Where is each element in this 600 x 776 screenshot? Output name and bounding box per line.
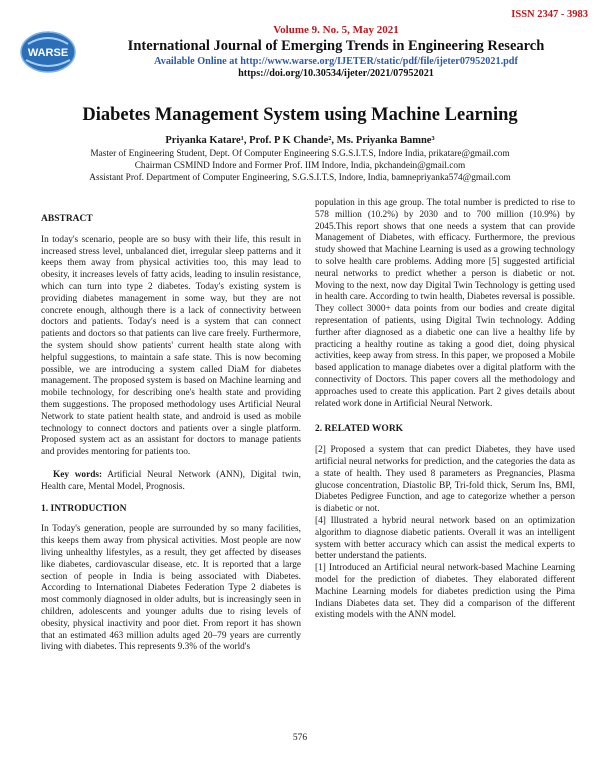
intro-continued: population in this age group. The total number is predicted to rise to 578 million (10.2%) by 2030 and to 700 million (10.9%) by 2045.This report shows that one needs a system that can provide Management of Diabetes, with efficacy. Furthermore, the previous study showed that Machine Learning is used as a growing technology to solve health care problems. Adding more [5] suggested artificial neural networks to predict whether a person is diabetic or not. Moving to the next, now day Digital Twin Technology is getting used in health care. According to twin health, Diabetes reversal is possible. They collect 3000+ data points from our bodies and create digital representation of patients, using Digital Twin technology. Adding further after diagnosed as a diabetic one can live a healthy life by practicing a healthy routine as taking a good diet, doing physical activities, keep away from stress. In this paper, we proposed a Mobile based application to manage diabetes over a digital platform with the connectivity of Doctors. This paper covers all the methodology and approaches used to create this application. Part 2 gives details about related work done in Artificial Neural Network. [315,198,575,409]
abstract-text: In today's scenario, people are so busy with their life, this result in increased stress level, unbalanced diet, irregular sleep patterns and it keeps them away from physical activities too, this may lead to obesity, it increases levels of fatty acids, leading to insulin resistance, which can turn into type 2 diabetes. Today's existing system is providing diabetes management in some way, but they are not concrete enough, although there is a lack of connectivity between doctors and patients. Today's need is a system that can connect patients and doctors so that patients can live care freely. Furthermore, the system should show patients' current health state along with helpful suggestions, to maintain a safe state. This is now becoming possible, we are introducing a system called DiaM for diabetes management. The proposed system is based on Machine learning and mobile technology, for describing one's health state and providing them suggestions. The proposed methodology uses Artificial Neural Network to state patient health state, and android is used as mobile technology to connect doctors and patients over a single platform. Proposed system act as an assistant for doctors to manage patients and provides mentoring for patients too. [41,234,301,458]
keywords [41,470,301,494]
paper-title: Diabetes Management System using Machine Learning [82,105,518,125]
related-work-p2: [4] Illustrated a hybrid neural network based on an optimization algorithm to diagnose diabetic patients. Overall it was an intelligent system with better accuracy which can assist the medical experts to better understand the patients. [315,515,575,562]
available-online-link[interactable]: Available Online at http://www.warse.org/IJETER/static/pdf/file/ijeter07952021.pdf [154,56,518,67]
left-column [41,198,301,654]
abstract-heading: ABSTRACT [41,214,93,224]
related-work-p1: [2] Proposed a system that can predict Diabetes, they have used artificial neural networks for prediction, and the categories the data as a state of health. They used 8 parameters as Pregnancies, Plasma glucose concentration, Diastolic BP, Tri-fold thick, Serum Ins, BMI, Diabetes Pedigree Function, and age to categorize whether a person is diabetic or not. [315,445,575,515]
logo-text: WARSE [27,47,69,59]
journal-name: International Journal of Emerging Trends in Engineering Research [127,38,545,54]
intro-text: In Today's generation, people are surrounded by so many facilities, this keeps them away from physical activities. Most people are now living unhealthy lifestyles, as a result, they get affected by diseases like diabetes, cardiovascular disease, etc. It is reported that a large section of people in India is being associated with Diabetes. According to International Diabetes Federation Type 2 diabetes is most commonly diagnosed in older adults, but is increasingly seen in children, adolescents and younger adults due to rising levels of obesity, physical inactivity and poor diet. From report it has shown that an estimated 463 million adults aged 20–79 years are currently living with diabetes. This represents 9.3% of the world's [41,524,301,653]
page-number: 576 [292,733,308,743]
affiliation-3: Assistant Prof. Department of Computer Engineering, S.G.S.I.T.S, Indore, India, bamnepriyanka574@gmail.com [89,173,511,183]
issn: ISSN 2347 - 3983 [511,9,588,20]
affiliation-1: Master of Engineering Student, Dept. Of Computer Engineering S.G.S.I.T.S, Indore India, prikatare@gmail.com [90,149,510,159]
affiliation-2: Chairman CSMIND Indore and Former Prof. IIM Indore, India, pkchandein@gmail.com [134,161,466,171]
right-column [315,198,575,622]
volume-info: Volume 9. No. 5, May 2021 [273,24,399,36]
related-work-p3: [1] Introduced an Artificial neural network-based Machine Learning model for the prediction of diabetes. They elaborated different Machine Learning models for diabetes prediction using the Pima Indians Diabetes data set. They did a comparison of the different existing models with the ANN model. [315,563,575,621]
keywords-text: Artificial Neural Network (ANN), Digital twin, Health care, Mental Model, Prognosis. [41,469,301,492]
keywords-label: Key words: [53,469,103,480]
doi-link[interactable]: https://doi.org/10.30534/ijeter/2021/07952021 [238,68,434,79]
intro-heading: 1. INTRODUCTION [41,503,127,514]
related-work-heading: 2. RELATED WORK [315,424,404,435]
warse-logo [18,30,78,74]
authors: Priyanka Katare¹, Prof. P K Chande², Ms. Priyanka Bamne³ [165,135,435,146]
